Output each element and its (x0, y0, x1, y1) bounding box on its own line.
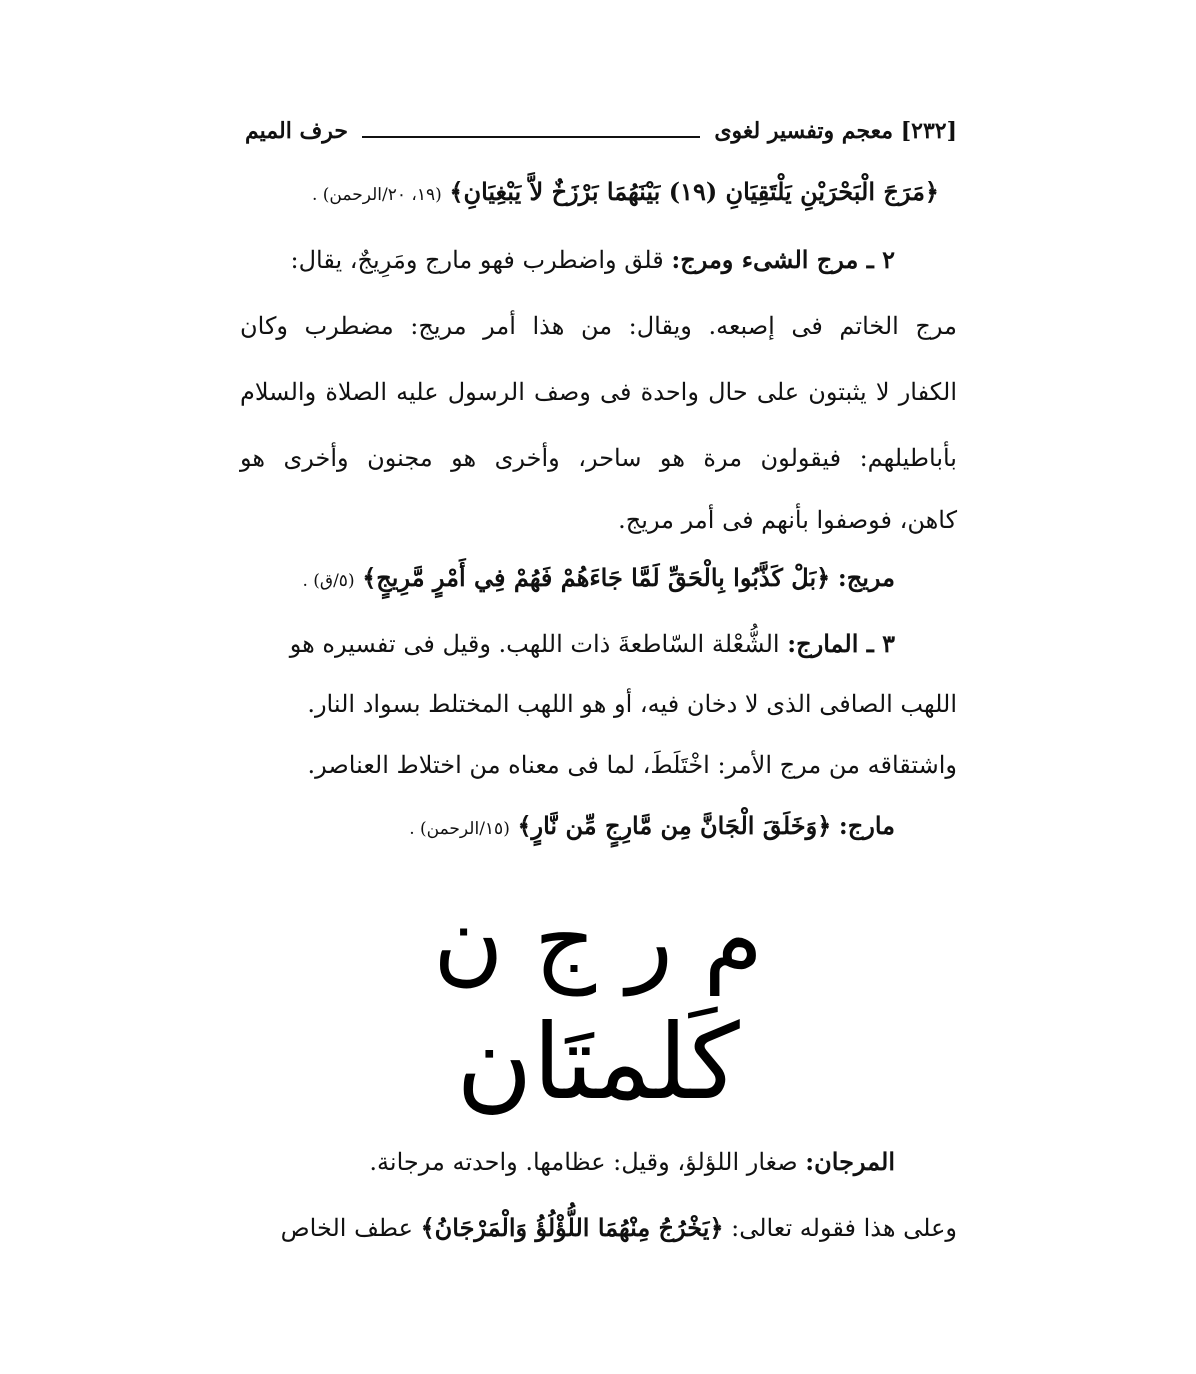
sense-3-line-1 (240, 624, 957, 664)
header-rule (362, 136, 700, 138)
sense-2-text: قلق واضطرب فهو مارج ومَرِيجٌ، يقال: (290, 246, 664, 274)
marjan-text: صغار اللؤلؤ، وقيل: عظامها. واحدته مرجانة. (369, 1148, 798, 1176)
quran-quote: ﴿مَرَجَ الْبَحْرَيْنِ يَلْتَقِيَانِ (١٩) بَيْنَهُمَا بَرْزَخٌ لاَّ يَبْغِيَانِ﴾ (449, 177, 939, 206)
root-subtitle: كَلمتَان (456, 1001, 740, 1123)
marjan-line-1 (240, 1142, 957, 1182)
sense-3-heading: ٣ ـ المارج: (787, 629, 895, 658)
quran-quote: ﴿يَخْرُجُ مِنْهُمَا اللُّؤْلُؤُ وَالْمَرْجَانُ﴾ (420, 1213, 724, 1242)
mareej-example (240, 558, 957, 601)
marij-label: مارج: (838, 811, 895, 840)
root-heading: م ر ج ن (433, 884, 763, 996)
citation: (٥/ق) . (302, 571, 355, 591)
sense-2-line-3: الكفار لا يثبتون على حال واحدة فى وصف الرسول عليه الصلاة والسلام (240, 378, 957, 406)
quran-quote: ﴿وَخَلَقَ الْجَانَّ مِن مَّارِجٍ مِّن نَّارٍ﴾ (517, 811, 832, 840)
sense-2-line-2: مرج الخاتم فى إصبعه. ويقال: من هذا أمر مريج: مضطرب وكان (240, 312, 957, 340)
page-number-title: [٢٣٢] معجم وتفسير لغوى (714, 118, 957, 144)
marjan-line-2 (240, 1208, 957, 1248)
sense-3-line-3: واشتقاقه من مرج الأمر: اخْتَلَطَ، لما فى معناه من اختلاط العناصر. (307, 751, 957, 779)
sense-2-heading: ٢ ـ مرج الشىء ومرج: (671, 245, 895, 274)
marjan-heading: المرجان: (805, 1147, 895, 1176)
section-title: حرف الميم (245, 118, 349, 144)
sense-3-line-2: اللهب الصافى الذى لا دخان فيه، أو هو اللهب المختلط بسواد النار. (307, 690, 957, 718)
quran-quote: ﴿بَلْ كَذَّبُوا بِالْحَقِّ لَمَّا جَاءَهُمْ فَهُمْ فِي أَمْرٍ مَّرِيجٍ﴾ (362, 563, 831, 592)
mareej-label: مريج: (837, 563, 895, 592)
ayah-line-marja-albahrayn (240, 172, 957, 215)
citation: (١٥/الرحمن) . (409, 819, 510, 839)
sense-2-line-1 (240, 240, 957, 280)
citation: (١٩، ٢٠/الرحمن) . (311, 185, 442, 205)
sense-2-line-4: بأباطيلهم: فيقولون مرة هو ساحر، وأخرى هو مجنون وأخرى هو (240, 444, 957, 472)
marij-example (240, 806, 957, 849)
page-header (245, 116, 957, 146)
marjan-line-2-end: عطف الخاص (280, 1214, 413, 1242)
sense-3-text: الشُّعْلة السّاطعةَ ذات اللهب. وقيل فى تفسيره هو (289, 630, 780, 658)
sense-2-line-5: كاهن، فوصفوا بأنهم فى أمر مريج. (618, 506, 957, 534)
marjan-line-2-start: وعلى هذا فقوله تعالى: (731, 1214, 957, 1242)
